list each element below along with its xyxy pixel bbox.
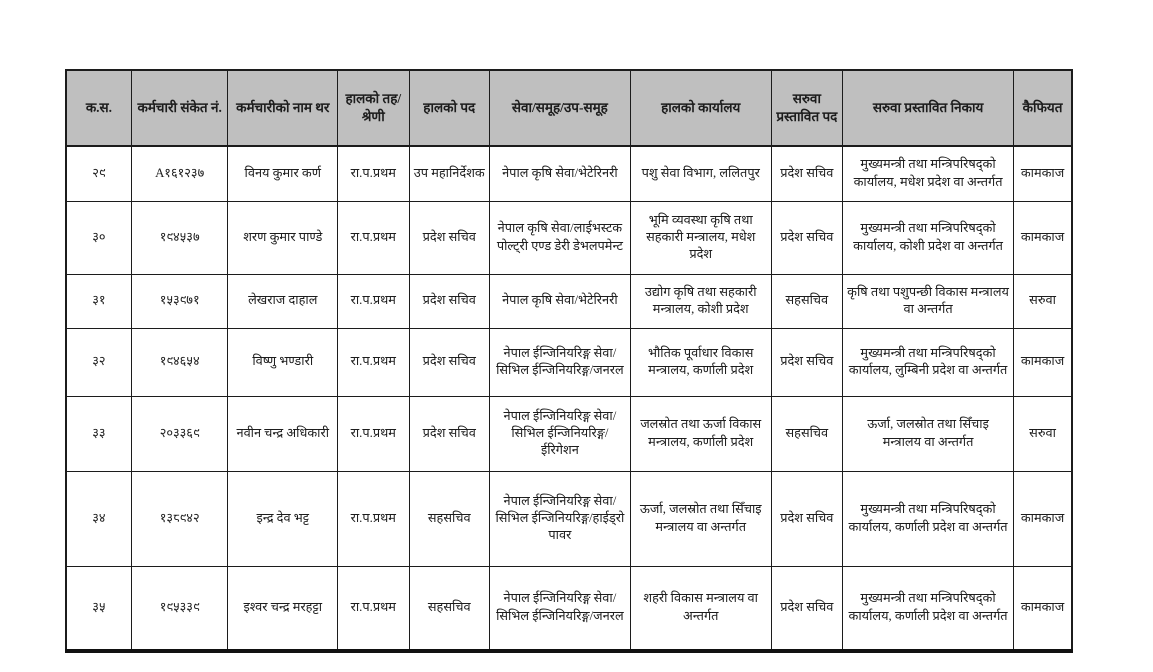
cell-6: शहरी विकास मन्त्रालय वा अन्तर्गत: [630, 566, 771, 651]
column-header-4: हालको पद: [409, 70, 489, 146]
column-header-8: सरुवा प्रस्तावित निकाय: [843, 70, 1014, 146]
cell-7: प्रदेश सचिव: [771, 566, 842, 651]
cell-4: प्रदेश सचिव: [409, 396, 489, 471]
cell-6: ऊर्जा, जलस्रोत तथा सिँचाइ मन्त्रालय वा अन्तर्गत: [630, 471, 771, 566]
cell-5: नेपाल ईन्जिनियरिङ्ग सेवा/सिभिल ईन्जिनियरिङ्ग/जनरल: [489, 566, 630, 651]
table-row: [66, 566, 1072, 651]
cell-9: सरुवा: [1014, 274, 1072, 328]
cell-9: कामकाज: [1014, 328, 1072, 396]
cell-8: मुख्यमन्त्री तथा मन्त्रिपरिषद्को कार्यालय, कोशी प्रदेश वा अन्तर्गत: [843, 201, 1014, 274]
cell-4: प्रदेश सचिव: [409, 274, 489, 328]
cell-0: ३०: [66, 201, 131, 274]
cell-2: शरण कुमार पाण्डे: [228, 201, 338, 274]
column-header-0: क.स.: [66, 70, 131, 146]
cell-9: कामकाज: [1014, 201, 1072, 274]
cell-6: भौतिक पूर्वाधार विकास मन्त्रालय, कर्णाली प्रदेश: [630, 328, 771, 396]
cell-8: मुख्यमन्त्री तथा मन्त्रिपरिषद्को कार्यालय, मधेश प्रदेश वा अन्तर्गत: [843, 146, 1014, 201]
column-header-5: सेवा/समूह/उप-समूह: [489, 70, 630, 146]
cell-2: विनय कुमार कर्ण: [228, 146, 338, 201]
cell-1: १३८९४२: [131, 471, 228, 566]
column-header-9: कैफियत: [1014, 70, 1072, 146]
cell-0: २९: [66, 146, 131, 201]
cell-1: १९४६५४: [131, 328, 228, 396]
cell-9: कामकाज: [1014, 566, 1072, 651]
transfer-table-container: [65, 69, 1073, 653]
cell-7: सहसचिव: [771, 396, 842, 471]
cell-6: भूमि व्यवस्था कृषि तथा सहकारी मन्त्रालय, मधेश प्रदेश: [630, 201, 771, 274]
column-header-2: कर्मचारीको नाम थर: [228, 70, 338, 146]
cell-9: कामकाज: [1014, 471, 1072, 566]
column-header-3: हालको तह/श्रेणी: [338, 70, 409, 146]
cell-7: सहसचिव: [771, 274, 842, 328]
cell-5: नेपाल कृषि सेवा/भेटेरिनरी: [489, 146, 630, 201]
cell-1: १५३९७१: [131, 274, 228, 328]
table-row: [66, 274, 1072, 328]
cell-7: प्रदेश सचिव: [771, 471, 842, 566]
cell-9: सरुवा: [1014, 396, 1072, 471]
cell-5: नेपाल कृषि सेवा/भेटेरिनरी: [489, 274, 630, 328]
cell-0: ३३: [66, 396, 131, 471]
cell-4: प्रदेश सचिव: [409, 201, 489, 274]
cell-8: मुख्यमन्त्री तथा मन्त्रिपरिषद्को कार्यालय, लुम्बिनी प्रदेश वा अन्तर्गत: [843, 328, 1014, 396]
column-header-1: कर्मचारी संकेत नं.: [131, 70, 228, 146]
table-row: [66, 146, 1072, 201]
cell-4: सहसचिव: [409, 566, 489, 651]
cell-0: ३५: [66, 566, 131, 651]
cell-5: नेपाल कृषि सेवा/लाईभस्टक पोल्ट्री एण्ड डेरी डेभलपमेन्ट: [489, 201, 630, 274]
cell-5: नेपाल ईन्जिनियरिङ्ग सेवा/सिभिल ईन्जिनियरिङ्ग/हाईड्रो पावर: [489, 471, 630, 566]
table-row: [66, 328, 1072, 396]
column-header-6: हालको कार्यालय: [630, 70, 771, 146]
cell-1: २०३३६९: [131, 396, 228, 471]
cell-1: A१६१२३७: [131, 146, 228, 201]
cell-3: रा.प.प्रथम: [338, 566, 409, 651]
cell-8: कृषि तथा पशुपन्छी विकास मन्त्रालय वा अन्तर्गत: [843, 274, 1014, 328]
table-row: [66, 396, 1072, 471]
cell-7: प्रदेश सचिव: [771, 201, 842, 274]
cell-6: उद्योग कृषि तथा सहकारी मन्त्रालय, कोशी प्रदेश: [630, 274, 771, 328]
table-body: [66, 146, 1072, 651]
cell-3: रा.प.प्रथम: [338, 471, 409, 566]
cell-2: विष्णु भण्डारी: [228, 328, 338, 396]
cell-8: मुख्यमन्त्री तथा मन्त्रिपरिषद्को कार्यालय, कर्णाली प्रदेश वा अन्तर्गत: [843, 471, 1014, 566]
cell-1: १९४५३७: [131, 201, 228, 274]
cell-0: ३२: [66, 328, 131, 396]
cell-6: जलस्रोत तथा ऊर्जा विकास मन्त्रालय, कर्णाली प्रदेश: [630, 396, 771, 471]
cell-3: रा.प.प्रथम: [338, 274, 409, 328]
cell-4: सहसचिव: [409, 471, 489, 566]
cell-7: प्रदेश सचिव: [771, 328, 842, 396]
cell-0: ३४: [66, 471, 131, 566]
table-header: [66, 70, 1072, 146]
cell-2: लेखराज दाहाल: [228, 274, 338, 328]
cell-7: प्रदेश सचिव: [771, 146, 842, 201]
cell-6: पशु सेवा विभाग, ललितपुर: [630, 146, 771, 201]
cell-5: नेपाल ईन्जिनियरिङ्ग सेवा/सिभिल ईन्जिनियरिङ्ग/ईरिगेशन: [489, 396, 630, 471]
header-row: [66, 70, 1072, 146]
table-row: [66, 471, 1072, 566]
cell-0: ३१: [66, 274, 131, 328]
transfer-table: [65, 69, 1073, 653]
cell-2: इन्द्र देव भट्ट: [228, 471, 338, 566]
cell-3: रा.प.प्रथम: [338, 328, 409, 396]
column-header-7: सरुवा प्रस्तावित पद: [771, 70, 842, 146]
cell-4: प्रदेश सचिव: [409, 328, 489, 396]
cell-8: ऊर्जा, जलस्रोत तथा सिँचाइ मन्त्रालय वा अन्तर्गत: [843, 396, 1014, 471]
cell-3: रा.प.प्रथम: [338, 146, 409, 201]
cell-5: नेपाल ईन्जिनियरिङ्ग सेवा/सिभिल ईन्जिनियरिङ्ग/जनरल: [489, 328, 630, 396]
cell-2: नवीन चन्द्र अधिकारी: [228, 396, 338, 471]
cell-4: उप महानिर्देशक: [409, 146, 489, 201]
cell-3: रा.प.प्रथम: [338, 396, 409, 471]
cell-3: रा.प.प्रथम: [338, 201, 409, 274]
table-row: [66, 201, 1072, 274]
cell-1: १९५३३९: [131, 566, 228, 651]
cell-9: कामकाज: [1014, 146, 1072, 201]
cell-2: इश्वर चन्द्र मरहट्टा: [228, 566, 338, 651]
cell-8: मुख्यमन्त्री तथा मन्त्रिपरिषद्को कार्यालय, कर्णाली प्रदेश वा अन्तर्गत: [843, 566, 1014, 651]
